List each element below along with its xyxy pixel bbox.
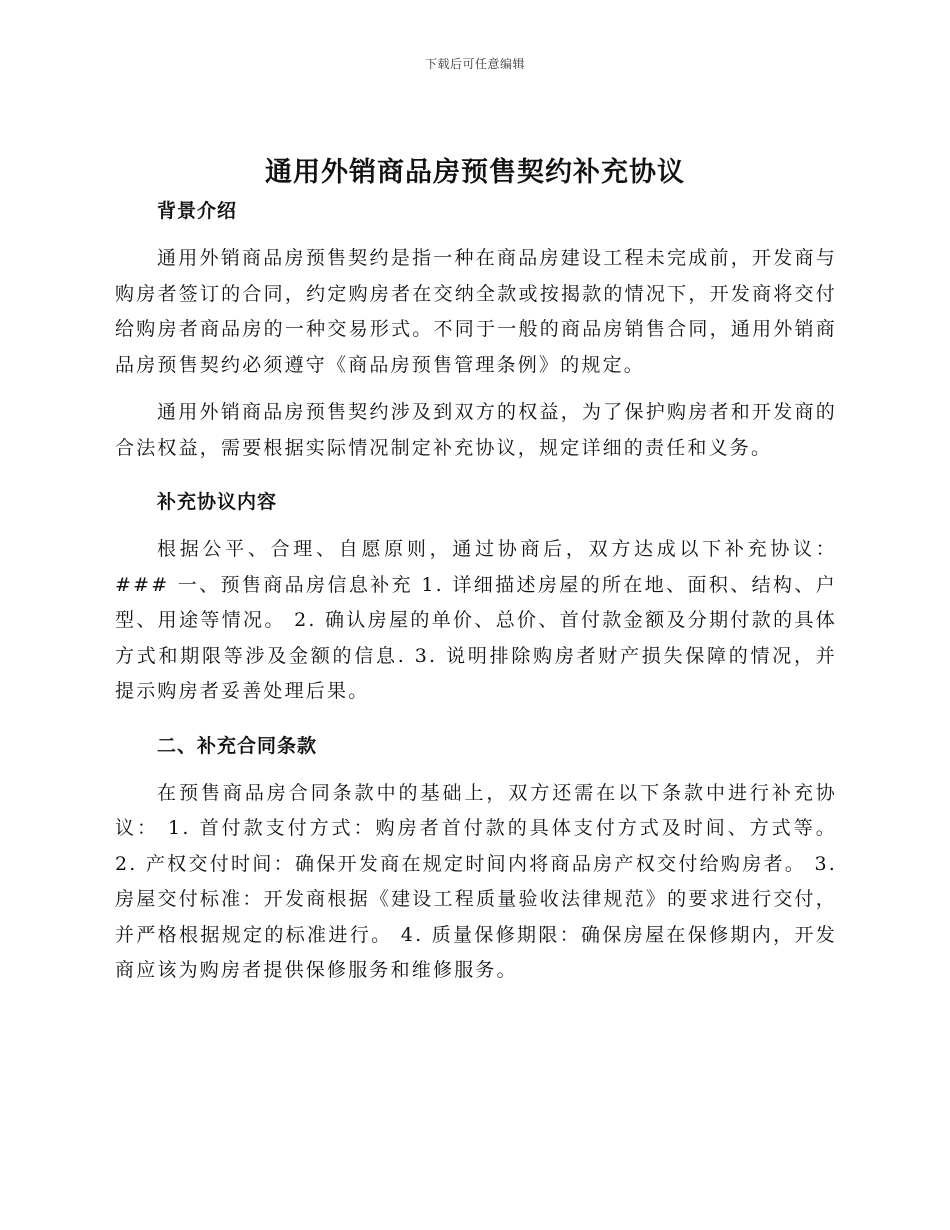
section-heading-contract-clauses: 二、补充合同条款 [157, 734, 318, 757]
header-note: 下载后可任意编辑 [424, 57, 525, 71]
paragraph: 根据公平、合理、自愿原则，通过协商后，双方达成以下补充协议：### 一、预售商品房信息补充 1. 详细描述房屋的所在地、面积、结构、户型、用途等情况。 2. 确认房屋的单价、总价、首付款金额及分期付款的具体方式和期限等涉及金额的信息. 3. 说明排除购房者财产损失保障的情况，并提示购房者妥善处理后果。 [115, 538, 837, 702]
spacer [115, 520, 837, 532]
paragraph: 通用外销商品房预售契约涉及到双方的权益，为了保护购房者和开发商的合法权益，需要根据实际情况制定补充协议，规定详细的责任和义务。 [115, 401, 837, 459]
spacer [115, 383, 837, 395]
document-title: 通用外销商品房预售契约补充协议 [265, 157, 685, 188]
section-heading-supplement: 补充协议内容 [157, 491, 278, 513]
document-body [115, 193, 837, 989]
section-heading-background: 背景介绍 [157, 200, 238, 222]
spacer [115, 229, 837, 241]
spacer [115, 466, 837, 484]
spacer [115, 710, 837, 728]
paragraph: 通用外销商品房预售契约是指一种在商品房建设工程未完成前，开发商与购房者签订的合同，约定购房者在交纳全款或按揭款的情况下，开发商将交付给购房者商品房的一种交易形式。不同于一般的商品房销售合同，通用外销商品房预售契约必须遵守《商品房预售管理条例》的规定。 [115, 247, 837, 376]
paragraph: 在预售商品房合同条款中的基础上，双方还需在以下条款中进行补充协议： 1. 首付款支付方式：购房者首付款的具体支付方式及时间、方式等。 2. 产权交付时间：确保开发商在规定时间内将商品房产权交付给购房者。 3. 房屋交付标准：开发商根据《建设工程质量验收法律规范》的要求进行交付，并严格根据规定的标准进行。 4. 质量保修期限：确保房屋在保修期内，开发商应该为购房者提供保修服务和维修服务。 [115, 781, 837, 981]
spacer [115, 764, 837, 776]
